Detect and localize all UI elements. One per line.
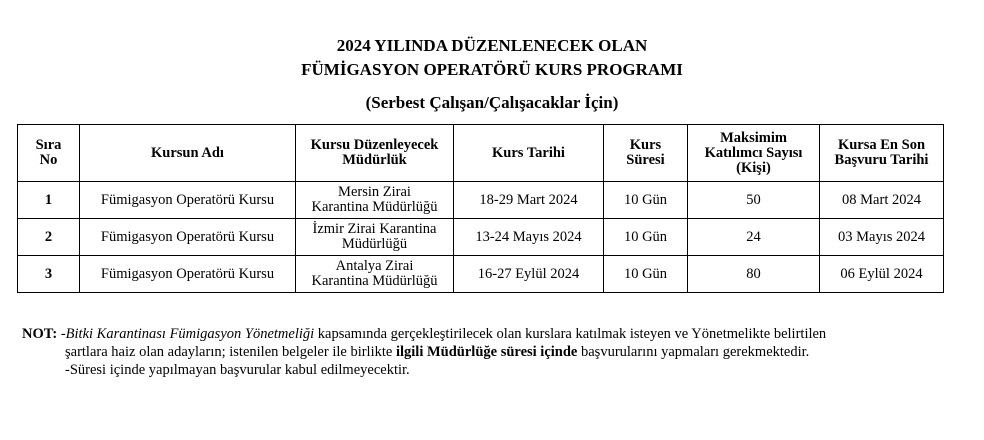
cell-sira-no: 2 [18,219,80,256]
cell-mudurluk: İzmir Zirai Karantina Müdürlüğü [296,219,454,256]
cell-kurs-suresi: 10 Gün [604,256,688,293]
note-line-1-rest: kapsamında gerçekleştirilecek olan kurslara katılmak isteyen ve Yönetmelikte belirtilen [314,326,827,342]
cell-katilimci-sayisi: 50 [688,182,820,219]
note-label: NOT: [22,326,58,342]
cell-mudurluk: Antalya Zirai Karantina Müdürlüğü [296,256,454,293]
note-line-2-emphasis: ilgili Müdürlüğe süresi içinde [395,344,578,360]
cell-kurs-suresi: 10 Gün [604,182,688,219]
header-kurs-suresi: Kurs Süresi [604,125,688,182]
note-line-2-start: şartlara haiz olan adayların; istenilen belgeler ile birlikte [65,344,396,360]
cell-basvuru-tarihi: 08 Mart 2024 [820,182,944,219]
cell-kursun-adi: Fümigasyon Operatörü Kursu [80,256,296,293]
cell-kurs-tarihi: 18-29 Mart 2024 [454,182,604,219]
note-line-1-prefix: - [57,326,66,342]
table-row [18,256,944,293]
cell-sira-no: 1 [18,182,80,219]
course-program-table [17,124,944,293]
table-header-row [18,125,944,182]
cell-sira-no: 3 [18,256,80,293]
cell-basvuru-tarihi: 06 Eylül 2024 [820,256,944,293]
header-kurs-tarihi: Kurs Tarihi [454,125,604,182]
table-row [18,219,944,256]
cell-katilimci-sayisi: 24 [688,219,820,256]
note-section [22,325,962,379]
document-title-line-1: 2024 YILINDA DÜZENLENECEK OLAN [336,36,648,55]
cell-kurs-suresi: 10 Gün [604,219,688,256]
note-line-2 [22,343,962,361]
document-subtitle: (Serbest Çalışan/Çalışacaklar İçin) [365,93,619,112]
header-kursun-adi: Kursun Adı [80,125,296,182]
cell-basvuru-tarihi: 03 Mayıs 2024 [820,219,944,256]
header-sira-no: Sıra No [18,125,80,182]
cell-mudurluk: Mersin Zirai Karantina Müdürlüğü [296,182,454,219]
note-line-2-end: başvurularını yapmaları gerekmektedir. [577,344,810,360]
table-row [18,182,944,219]
header-katilimci-sayisi: Maksimim Katılımcı Sayısı (Kişi) [688,125,820,182]
note-line-1 [22,325,962,343]
cell-kurs-tarihi: 13-24 Mayıs 2024 [454,219,604,256]
cell-kurs-tarihi: 16-27 Eylül 2024 [454,256,604,293]
cell-kursun-adi: Fümigasyon Operatörü Kursu [80,219,296,256]
cell-kursun-adi: Fümigasyon Operatörü Kursu [80,182,296,219]
document-title-line-2: FÜMİGASYON OPERATÖRÜ KURS PROGRAMI [301,60,683,79]
header-mudurluk: Kursu Düzenleyecek Müdürlük [296,125,454,182]
header-basvuru-tarihi: Kursa En Son Başvuru Tarihi [820,125,944,182]
regulation-name: Bitki Karantinası Fümigasyon Yönetmeliği [65,326,315,342]
note-line-3: -Süresi içinde yapılmayan başvurular kabul edilmeyecektir. [65,362,410,378]
cell-katilimci-sayisi: 80 [688,256,820,293]
